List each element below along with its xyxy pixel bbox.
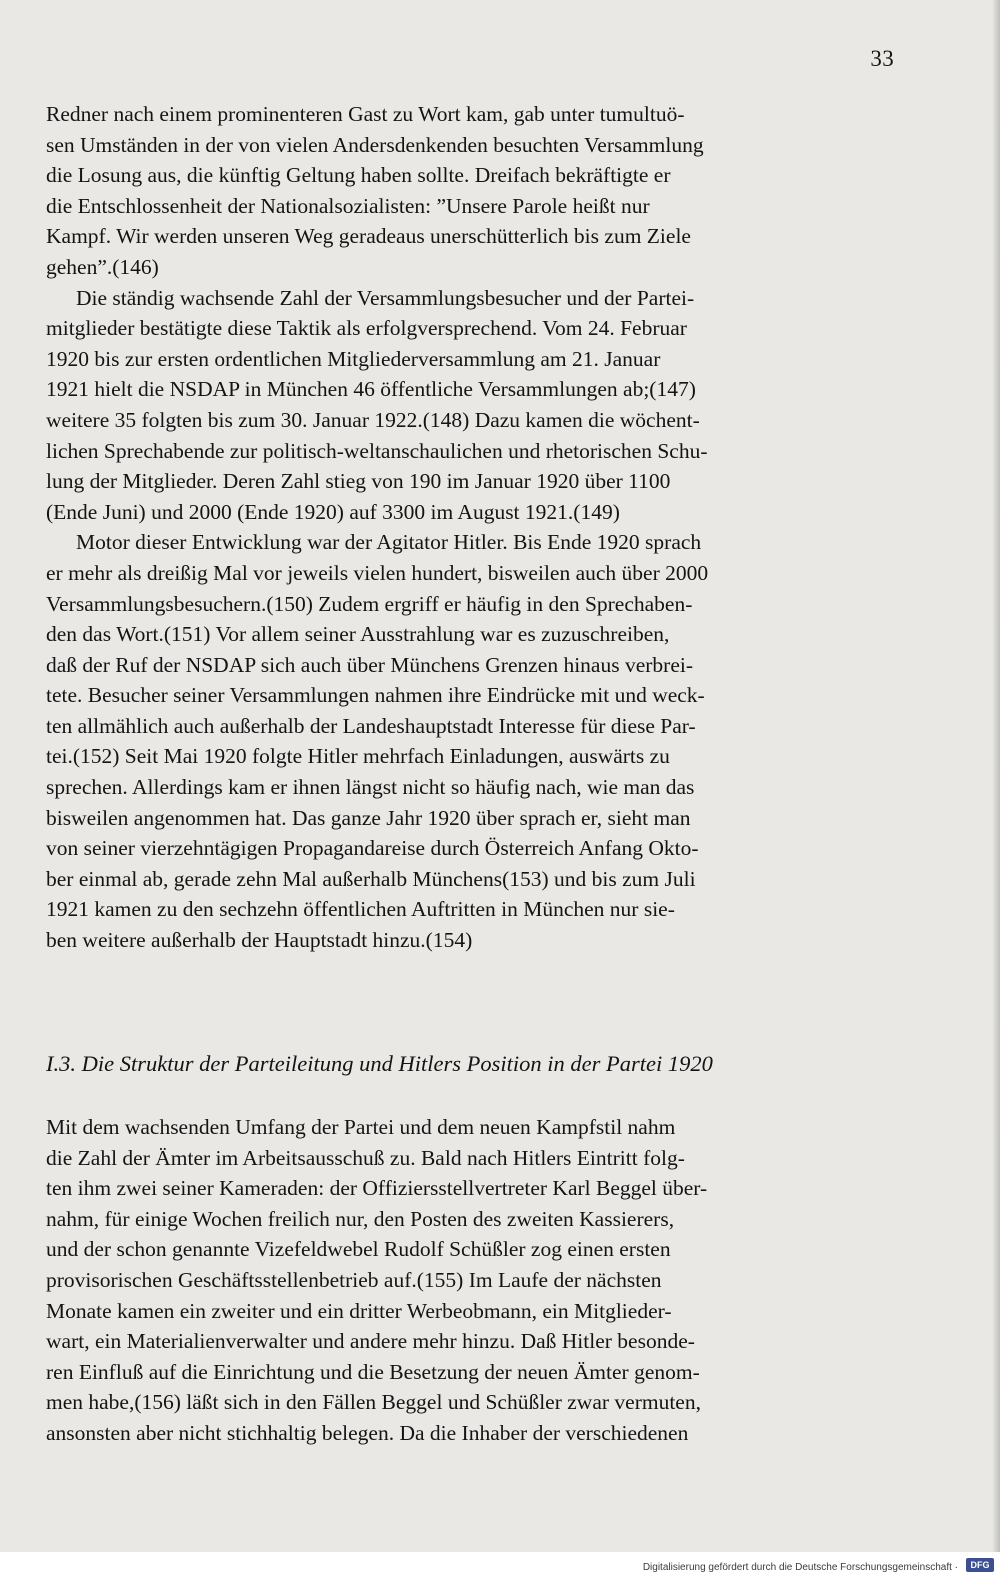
body-text-block-1 (46, 99, 882, 956)
text-line: Die ständig wachsende Zahl der Versammlungsbesucher und der Partei- (76, 285, 695, 310)
footer-bar (0, 1552, 1000, 1576)
text-line: men habe,(156) läßt sich in den Fällen Beggel und Schüßler zwar vermuten, (46, 1390, 701, 1415)
text-line: die Zahl der Ämter im Arbeitsausschuß zu. Bald nach Hitlers Eintritt folg- (46, 1145, 685, 1170)
text-line: tete. Besucher seiner Versammlungen nahmen ihre Eindrücke mit und weck- (46, 683, 705, 708)
text-line: den das Wort.(151) Vor allem seiner Ausstrahlung war es zuzuschreiben, (46, 622, 670, 647)
section-heading: I.3. Die Struktur der Parteileitung und Hitlers Position in der Partei 1920 (46, 1051, 713, 1076)
text-line: (Ende Juni) und 2000 (Ende 1920) auf 3300 im August 1921.(149) (46, 499, 620, 524)
text-line: gehen”.(146) (46, 254, 159, 279)
text-line: mitglieder bestätigte diese Taktik als erfolgversprechend. Vom 24. Februar (46, 316, 687, 341)
text-line: Motor dieser Entwicklung war der Agitator Hitler. Bis Ende 1920 sprach (76, 530, 702, 555)
text-line: Versammlungsbesuchern.(150) Zudem ergriff er häufig in den Sprechaben- (46, 591, 693, 616)
text-line: Kampf. Wir werden unseren Weg geradeaus unerschütterlich bis zum Ziele (46, 224, 691, 249)
text-line: weitere 35 folgten bis zum 30. Januar 1922.(148) Dazu kamen die wöchent- (46, 407, 700, 432)
text-line: sen Umständen in der von vielen Andersdenkenden besuchten Versammlung (46, 132, 704, 157)
page-number: 33 (870, 46, 894, 71)
text-line: von seiner vierzehntägigen Propagandareise durch Österreich Anfang Okto- (46, 836, 699, 861)
text-line: sprechen. Allerdings kam er ihnen längst nicht so häufig nach, wie man das (46, 775, 695, 800)
text-line: ten allmählich auch außerhalb der Landeshauptstadt Interesse für diese Par- (46, 713, 696, 738)
text-line: provisorischen Geschäftsstellenbetrieb auf.(155) Im Laufe der nächsten (46, 1267, 662, 1292)
text-line: lichen Sprechabende zur politisch-weltanschaulichen und rhetorischen Schu- (46, 438, 708, 463)
text-line: Redner nach einem prominenteren Gast zu Wort kam, gab unter tumultuö- (46, 102, 685, 126)
text-line: wart, ein Materialienverwalter und andere mehr hinzu. Daß Hitler besonde- (46, 1329, 695, 1354)
text-line: tei.(152) Seit Mai 1920 folgte Hitler mehrfach Einladungen, auswärts zu (46, 744, 670, 769)
body-text-block-2 (46, 1112, 882, 1449)
page-edge-shadow (992, 0, 1000, 1552)
text-line: ten ihm zwei seiner Kameraden: der Offiziersstellvertreter Karl Beggel über- (46, 1176, 708, 1201)
text-line: nahm, für einige Wochen freilich nur, den Posten des zweiten Kassierers, (46, 1206, 675, 1231)
text-line: ben weitere außerhalb der Hauptstadt hinzu.(154) (46, 928, 473, 953)
text-line: die Losung aus, die künftig Geltung haben sollte. Dreifach bekräftigte er (46, 163, 671, 188)
text-line: ren Einfluß auf die Einrichtung und die Besetzung der neuen Ämter genom- (46, 1359, 700, 1384)
text-line: lung der Mitglieder. Deren Zahl stieg von 190 im Januar 1920 über 1100 (46, 469, 671, 494)
text-line: Mit dem wachsenden Umfang der Partei und dem neuen Kampfstil nahm (46, 1115, 676, 1139)
text-line: bisweilen angenommen hat. Das ganze Jahr 1920 über sprach er, sieht man (46, 805, 691, 830)
text-line: 1921 hielt die NSDAP in München 46 öffentliche Versammlungen ab;(147) (46, 377, 696, 402)
text-line: 1920 bis zur ersten ordentlichen Mitgliederversammlung am 21. Januar (46, 346, 661, 371)
text-line: ansonsten aber nicht stichhaltig belegen. Da die Inhaber der verschiedenen (46, 1420, 689, 1445)
dfg-logo-icon: DFG (966, 1558, 994, 1572)
footer-credit-text: Digitalisierung gefördert durch die Deutsche Forschungsgemeinschaft · (642, 1562, 958, 1573)
text-line: er mehr als dreißig Mal vor jeweils vielen hundert, bisweilen auch über 2000 (46, 560, 709, 585)
text-line: daß der Ruf der NSDAP sich auch über Münchens Grenzen hinaus verbrei- (46, 652, 693, 677)
text-line: ber einmal ab, gerade zehn Mal außerhalb Münchens(153) und bis zum Juli (46, 866, 696, 891)
text-line: und der schon genannte Vizefeldwebel Rudolf Schüßler zog einen ersten (46, 1237, 671, 1262)
text-line: 1921 kamen zu den sechzehn öffentlichen Auftritten in München nur sie- (46, 897, 675, 922)
text-line: die Entschlossenheit der Nationalsozialisten: ”Unsere Parole heißt nur (46, 193, 650, 218)
text-line: Monate kamen ein zweiter und ein dritter Werbeobmann, ein Mitglieder- (46, 1298, 672, 1323)
